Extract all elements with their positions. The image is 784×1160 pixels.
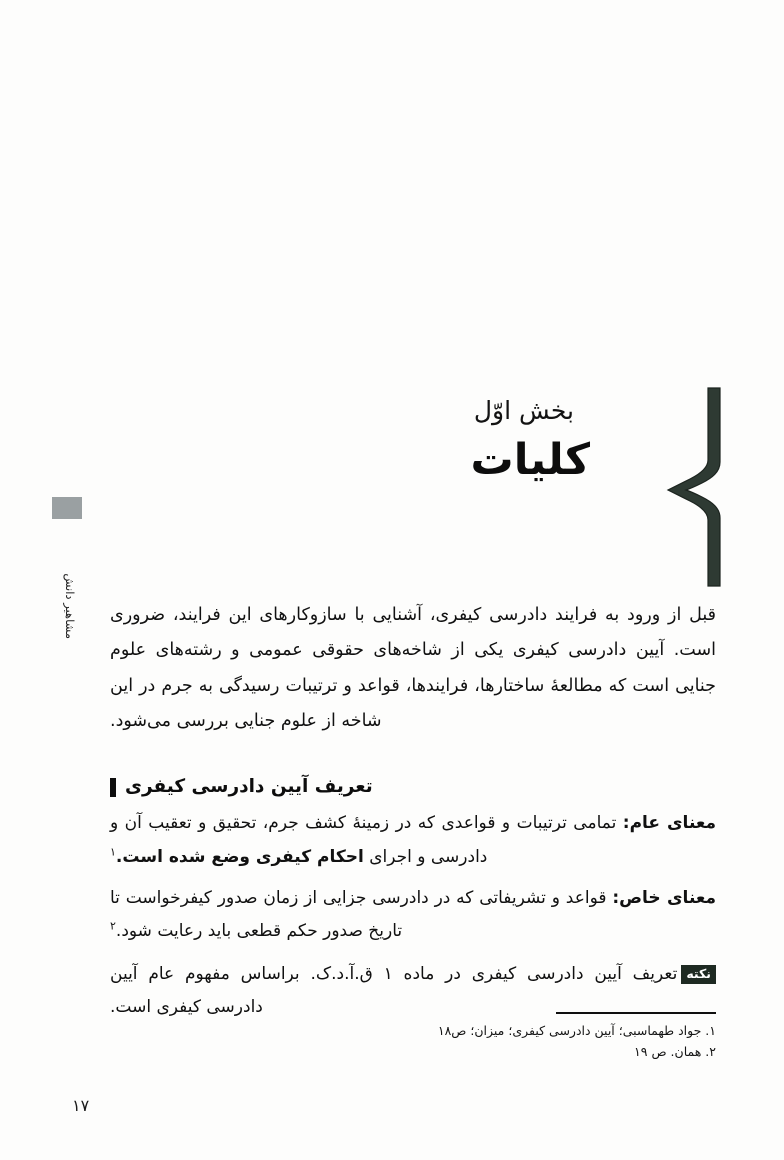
- definition-general-emphasis: احکام کیفری وضع شده است: [122, 846, 364, 867]
- side-vertical-label: مشاهیر دانش: [63, 573, 77, 639]
- section-heading: [110, 775, 716, 799]
- definition-general-tail: .: [115, 846, 123, 867]
- footnote-item: ۱. جواد طهماسبی؛ آیین دادرسی کیفری؛ میزان؛ ص۱۸: [437, 1023, 716, 1038]
- section-heading-text: تعریف آیین دادرسی کیفری: [125, 776, 373, 798]
- definition-special: [110, 882, 716, 948]
- part-header: [286, 396, 706, 488]
- part-title: کلیات: [470, 435, 590, 485]
- footnote-marker-2: ۲: [110, 919, 116, 933]
- page-number: ۱۷: [72, 1096, 90, 1115]
- definition-general-lead: معنای عام:: [622, 813, 717, 834]
- definition-special-lead: معنای خاص:: [612, 887, 717, 908]
- note-text: تعریف آیین دادرسی کیفری در ماده ۱ ق.آ.د.ک. براساس مفهوم عام آیین دادرسی کیفری است.: [110, 963, 678, 1018]
- definition-general: [110, 807, 716, 873]
- definition-special-tail: .: [115, 920, 122, 941]
- intro-paragraph: قبل از ورود به فرایند دادرسی کیفری، آشنایی با سازوکارهای این فرایند، ضروری است. آیین دادرسی کیفری یکی از شاخه‌های حقوقی عمومی و رشته‌های علوم جنایی است که مطالعهٔ ساختارها، فرایندها، قواعد و ترتیبات رسیدگی به جرم در این شاخه از علوم جنایی بررسی می‌شود.: [110, 605, 716, 732]
- part-kicker: بخش اوّل: [473, 396, 574, 425]
- side-marker-square: [52, 497, 82, 519]
- bullet-bar-icon: [110, 778, 116, 797]
- definition-general-body: تمامی ترتیبات و قواعدی که در زمینهٔ کشف جرم، تحقیق و تعقیب آن و دادرسی و اجرای: [110, 813, 623, 867]
- content-column: [110, 598, 716, 1024]
- footnote-item: ۲. همان. ص ۱۹: [634, 1043, 716, 1059]
- definition-special-body: قواعد و تشریفاتی که در دادرسی جزایی از زمان صدور کیفرخواست تا تاریخ صدور حکم قطعی باید رعایت شود: [110, 887, 613, 941]
- footnote-separator: [556, 1012, 716, 1014]
- footnote-marker-1: ۱: [110, 844, 116, 858]
- note-badge: نکته: [681, 965, 716, 985]
- footnotes-block: [66, 1012, 716, 1062]
